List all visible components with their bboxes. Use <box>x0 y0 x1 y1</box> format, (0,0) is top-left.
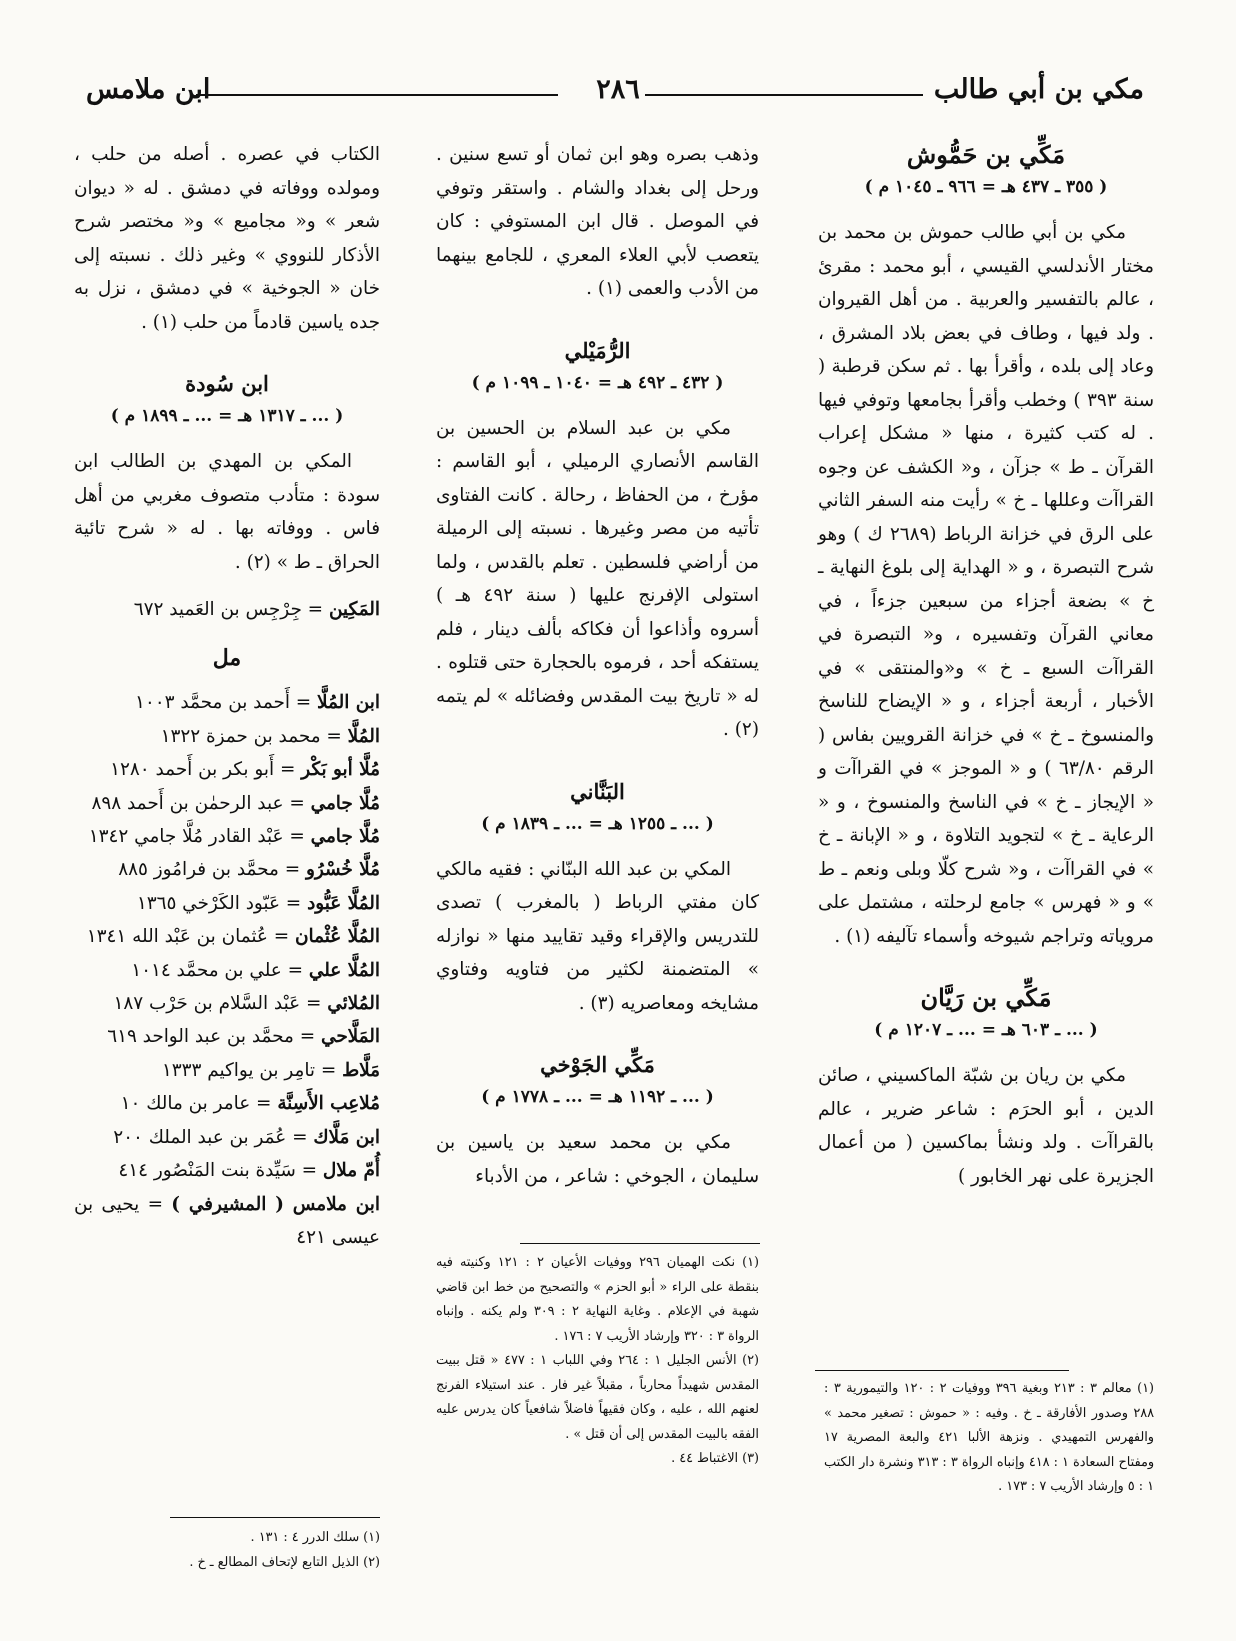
cross-reference-head: ابن المُلَّا <box>317 692 380 714</box>
cross-reference-row <box>74 1054 380 1087</box>
cross-reference-row <box>74 820 380 853</box>
cross-reference-target: = محمَّد بن فرامُوز ٨٨٥ <box>118 859 301 881</box>
entry-dates: ( ... ـ ١١٩٢ هـ = ... ـ ١٧٧٨ م ) <box>481 1087 714 1107</box>
cross-reference-list <box>74 686 380 1254</box>
cross-reference-head: المُلَّا عُثْمان <box>295 926 380 948</box>
running-head-rule-left <box>196 94 558 96</box>
cross-reference-head: المَلَّاحي <box>320 1026 380 1048</box>
entry-dates: ( ... ـ ١٢٥٥ هـ = ... ـ ١٨٣٩ م ) <box>481 813 714 834</box>
cross-reference-target: = تامِر بن يواكيم ١٣٣٣ <box>161 1059 337 1081</box>
footnotes-left <box>74 1526 380 1575</box>
footnote: (١) نكت الهميان ٢٩٦ ووفيات الأعيان ٢ : ١٢١ وكنيته فيه بنقطة على الراء « أبو الحزم » والتصحيح من خط ابن قاضي شهبة في الإعلام . وغاية النهاية ٢ : ٣٠٩ ولم يكنه . وإنباه الرواة ٣ : ٣٢٠ وإرشاد الأريب ٧ : ١٧٦ . <box>436 1255 759 1344</box>
running-head-right: مكي بن أبي طالب <box>933 74 1144 105</box>
cross-reference-row <box>74 1154 380 1187</box>
cross-reference <box>74 593 380 626</box>
cross-reference-target: = سَيِّدة بنت المَنْصُور ٤١٤ <box>118 1160 318 1182</box>
cross-reference-head: ابن مَلَّاك <box>313 1126 380 1148</box>
cross-reference-target: = محمد بن حمزة ١٣٢٢ <box>160 725 342 747</box>
entry-title: مَكِّي بن رَيَّان <box>920 983 1052 1012</box>
column-right <box>818 138 1154 1193</box>
footnotes-right <box>824 1377 1154 1500</box>
cross-reference-target: = عامر بن مالك ١٠ <box>120 1093 272 1115</box>
cross-reference-row <box>74 720 380 753</box>
page-number: ٢٨٦ <box>596 74 640 105</box>
cross-reference-row <box>74 853 380 886</box>
entry-title: البَنَّاني <box>570 778 625 804</box>
column-middle <box>436 138 759 1193</box>
footnote: (١) سلك الدرر ٤ : ١٣١ . <box>250 1530 380 1545</box>
cross-reference-head: مُلَّا أبو بَكْر <box>301 759 380 781</box>
cross-reference-head: المَكِين <box>328 599 380 620</box>
cross-reference-head: مُلَّا خُسْرُو <box>305 859 380 881</box>
cross-reference-head: المُلَّا عَبُّود <box>307 892 380 914</box>
footnote-rule-left <box>170 1517 380 1518</box>
cross-reference-head: أُمّ ملال <box>322 1160 380 1182</box>
section-heading: مل <box>212 645 242 672</box>
cross-reference-target: = عَبْد القادر مُلَّا جامي ١٣٤٢ <box>88 826 305 848</box>
cross-reference-row <box>74 920 380 953</box>
cross-reference-head: مُلَّا جامي <box>310 826 380 848</box>
footnote: (٢) الأنس الجليل ١ : ٢٦٤ وفي اللباب ١ : ٤٧٧ « قتل ببيت المقدس شهيداً محارباً ، مقبلاً غير فار . عند استيلاء الفرنج لعنهم الله ، عليه ، وكان فقيهاً فاضلاً شافعياً كان يدرس عليه الفقه بالبيت المقدس إلى أن قتل » . <box>436 1353 760 1442</box>
footnote: (٣) الاغتباط ٤٤ . <box>671 1451 759 1466</box>
cross-reference-row <box>74 1020 380 1053</box>
entry-body: المكي بن المهدي بن الطالب ابن سودة : متأدب متصوف مغربي من أهل فاس . ووفاته بها . له « شرح تائية الحراق ـ ط » (٢) . <box>74 451 380 573</box>
cross-reference-row <box>74 954 380 987</box>
entry-dates: ( ... ـ ٦٠٣ هـ = ... ـ ١٢٠٧ م ) <box>874 1020 1098 1040</box>
cross-reference-target: = عُثمان بن عَبْد الله ١٣٤١ <box>86 926 290 948</box>
footnotes-middle <box>436 1251 759 1472</box>
entry-body: مكي بن أبي طالب حموش بن محمد بن مختار الأندلسي القيسي ، أبو محمد : مقرئ ، عالم بالتفسير والعربية . من أهل القيروان . ولد فيها ، وطاف في بعض بلاد المشرق ، وعاد إلى بلده ، وأقرأ بها . ثم سكن قرطبة ( سنة ٣٩٣ ) وخطب وأقرأ بجامعها وتوفي فيها . له كتب كثيرة ، منها « مشكل إعراب القرآن ـ ط » جزآن ، و« الكشف عن وجوه القراآت وعللها ـ خ » رأيت منه السفر الثاني على الرق في خزانة الرباط (٢٦٨٩ ك ) وهو شرح التبصرة ، و « الهداية إلى بلوغ النهاية ـ خ » بضعة أجزاء من سبعين جزءاً ، في معاني القرآن وتفسيره ، و« التبصرة في القراآت السبع ـ خ » و«والمنتقى » في الأخبار ، أربعة أجزاء ، و « الإيضاح للناسخ والمنسوخ ـ خ » في خزانة القرويين بفاس ( الرقم ٦٣/٨٠ ) و « الموجز » في القراآت و « الإيجاز ـ خ » في الناسخ والمنسوخ ، و « الرعاية ـ خ » لتجويد التلاوة ، و « الإبانة ـ خ » في القراآت ، و« شرح كلّا وبلى ونعم ـ ط » و « فهرس » جامع لرحلته ، مشتمل على مروياته وتراجم شيوخه وأسماء تآليفه (١) . <box>818 222 1154 947</box>
cross-reference-target: = أَبو بكر بن أَحمد ١٢٨٠ <box>110 759 296 781</box>
cross-reference-row <box>74 1087 380 1120</box>
entry-body: مكي بن محمد سعيد بن ياسين بن سليمان ، الجوخي : شاعر ، من الأدباء <box>436 1132 759 1187</box>
cross-reference-target: = عَبّود الكَرْخي ١٣٦٥ <box>136 892 302 914</box>
entry-body-continued: الكتاب في عصره . أصله من حلب ، ومولده ووفاته في دمشق . له « ديوان شعر » و« مجاميع » و« مختصر شرح الأذكار للنووي » وغير ذلك . نسبته إلى خان « الجوخية » في دمشق ، نزل به جده ياسين قادماً من حلب (١) . <box>74 144 380 333</box>
cross-reference-row <box>74 887 380 920</box>
cross-reference-target: = أَحمد بن محمَّد ١٠٠٣ <box>134 692 312 714</box>
cross-reference-target: = عَبْد السَّلام بن حَرْب ١٨٧ <box>113 993 322 1015</box>
entry-body-continued: وذهب بصره وهو ابن ثمان أو تسع سنين . ورحل إلى بغداد والشام . واستقر وتوفي في الموصل . قال ابن المستوفي : كان يتعصب لأبي العلاء المعري ، للجامع بينهما من الأدب والعمى (١) . <box>436 144 759 299</box>
column-left <box>74 138 380 1254</box>
cross-reference-row <box>74 787 380 820</box>
cross-reference-target: = يحيى بن عيسى ٤٢١ <box>74 1193 380 1248</box>
cross-reference-target: = علي بن محمَّد ١٠١٤ <box>131 959 304 981</box>
entry-title: الرُّمَيْلي <box>564 337 631 363</box>
cross-reference-target: = محمَّد بن عبد الواحد ٦١٩ <box>107 1026 316 1048</box>
entry-dates: ( ٣٥٥ ـ ٤٣٧ هـ = ٩٦٦ ـ ١٠٤٥ م ) <box>864 177 1108 197</box>
cross-reference-head: مُلاعِب الأَسِنَّة <box>277 1093 380 1115</box>
cross-reference-head: ابن ملامس ( المشيرفي ) <box>171 1193 380 1215</box>
running-head-rule-right <box>645 94 923 96</box>
cross-reference-target: = عبد الرحمٰن بن أَحمد ٨٩٨ <box>91 792 305 814</box>
entry-dates: ( ٤٣٢ ـ ٤٩٢ هـ = ١٠٤٠ ـ ١٠٩٩ م ) <box>471 372 724 393</box>
cross-reference-head: المُلائي <box>327 993 380 1015</box>
cross-reference-row <box>74 987 380 1020</box>
cross-reference-row <box>74 1188 380 1255</box>
cross-reference-row <box>74 1121 380 1154</box>
footnote-rule-middle <box>520 1243 760 1244</box>
footnote-rule-right <box>815 1370 1069 1371</box>
entry-title: مَكِّي بن حَمُّوش <box>906 140 1066 169</box>
entry-body: مكي بن ريان بن شبّة الماكسيني ، صائن الدين ، أبو الحرَم : شاعر ضرير ، عالم بالقراآت . ولد ونشأ بماكسين ( من أعمال الجزيرة على نهر الخابور ) <box>818 1065 1154 1187</box>
entry-dates: ( ... ـ ١٣١٧ هـ = ... ـ ١٨٩٩ م ) <box>110 406 344 426</box>
footnote: (١) معالم ٣ : ٢١٣ وبغية ٣٩٦ ووفيات ٢ : ١٢٠ والتيمورية ٣ : ٢٨٨ وصدور الأفارقة ـ خ . وفيه : « حموش : تصغير محمد » والفهرس التمهيدي . ونزهة الألبا ٤٢١ والبعة المصرية ١٧ ومفتاح السعادة ١ : ٤١٨ وإنباه الرواة ٣ : ٣١٣ ونشرة دار الكتب ١ : ٥ وإرشاد الأريب ٧ : ١٧٣ . <box>824 1381 1155 1494</box>
cross-reference-head: المُلَّا علي <box>308 959 380 981</box>
cross-reference-target: = عُمَر بن عبد الملك ٢٠٠ <box>113 1126 308 1148</box>
cross-reference-head: مَلَّاط <box>342 1059 380 1081</box>
cross-reference-row <box>74 686 380 719</box>
cross-reference-head: المُلَّا <box>347 725 380 747</box>
running-head-left: ابن ملامس <box>86 74 211 105</box>
cross-reference-head: مُلَّا جامي <box>310 792 380 814</box>
entry-title: مَكِّي الجَوْخي <box>540 1052 655 1077</box>
entry-title: ابن سُودة <box>185 371 269 396</box>
footnote: (٢) الذيل التابع لإتحاف المطالع ـ خ . <box>189 1554 380 1570</box>
entry-body: المكي بن عبد الله البنّاني : فقيه مالكي كان مفتي الرباط ( بالمغرب ) تصدى للتدريس والإقراء وقيد تقاييد منها « نوازله » المتضمنة لكثير من فتاويه وفتاوي مشايخه ومعاصريه (٣) . <box>436 858 759 1014</box>
cross-reference-target: = جِرْجِس بن العَميد ٦٧٢ <box>133 599 324 620</box>
cross-reference-row <box>74 753 380 786</box>
entry-body: مكي بن عبد السلام بن الحسين بن القاسم الأنصاري الرميلي ، أبو القاسم : مؤرخ ، من الحفاظ ، رحالة . كانت الفتاوى تأتيه من مصر وغيرها . نسبته إلى الرميلة من أراضي فلسطين . تعلم بالقدس ، ولما استولى الإفرنج عليها ( سنة ٤٩٢ هـ ) أسروه وأذاعوا أن فكاكه بألف دينار ، فلم يستفكه أحد ، فرموه بالحجارة حتى قتلوه . له « تاريخ بيت المقدس وفضائله » لم يتمه (٢) . <box>436 417 759 740</box>
